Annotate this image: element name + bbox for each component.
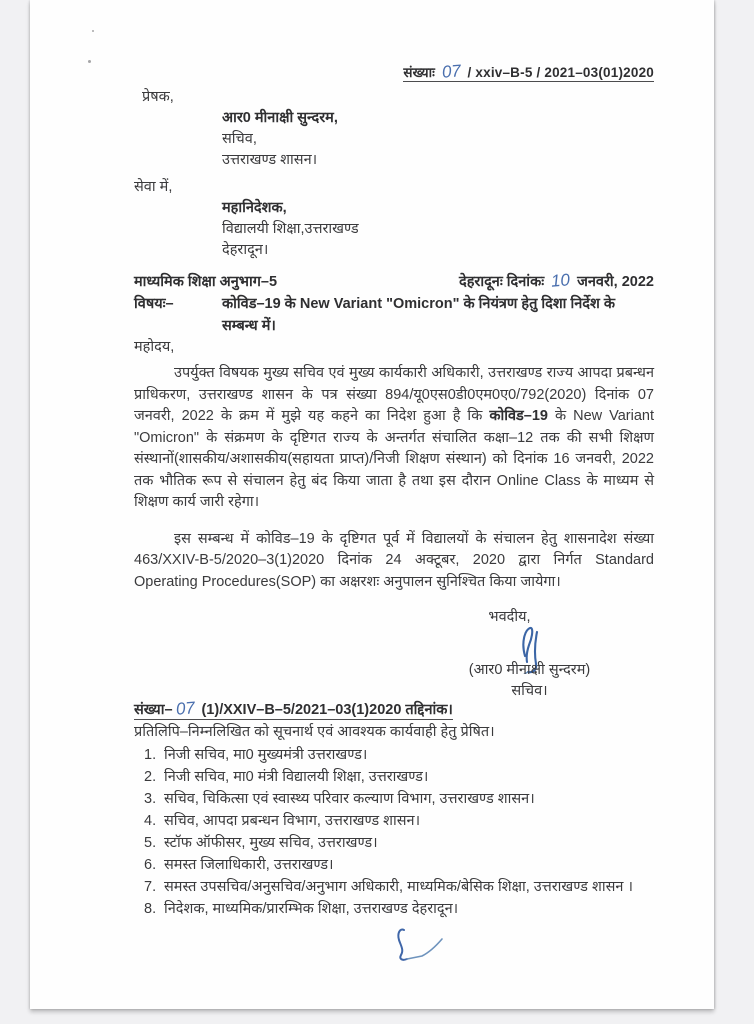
letter-content bbox=[30, 0, 714, 920]
copy-item bbox=[134, 876, 654, 898]
section-name: माध्यमिक शिक्षा अनुभाग–5 bbox=[134, 274, 278, 290]
copy-item bbox=[134, 766, 654, 788]
copy-item-number: 8. bbox=[144, 901, 157, 917]
sender-title: सचिव, bbox=[222, 131, 257, 147]
handwritten-ref-number: 07 bbox=[440, 61, 462, 82]
letter-page bbox=[30, 0, 714, 1009]
ref-label: संख्याः bbox=[403, 65, 436, 80]
copy-ref-text: (1)/XXIV–B–5/2021–03(1)2020 तद्दिनांक। bbox=[201, 702, 453, 718]
copy-item-number: 1. bbox=[144, 747, 157, 763]
copy-item-text: निजी सचिव, मा0 मंत्री विद्यालयी शिक्षा, उत्तराखण्ड। bbox=[164, 769, 429, 785]
salutation: महोदय, bbox=[134, 339, 175, 355]
copy-item-number: 4. bbox=[144, 813, 157, 829]
paragraph-1-bold-term: कोविड–19 bbox=[489, 408, 548, 424]
copy-item-text: समस्त उपसचिव/अनुसचिव/अनुभाग अधिकारी, माध्यमिक/बेसिक शिक्षा, उत्तराखण्ड शासन । bbox=[164, 879, 633, 895]
handwritten-checkmark bbox=[378, 926, 450, 968]
ref-number-text: / xxiv–B-5 / 2021–03(01)2020 bbox=[467, 65, 654, 80]
signatory-title: सचिव। bbox=[511, 683, 548, 699]
to-label: सेवा में, bbox=[134, 179, 173, 195]
scan-speck bbox=[88, 60, 91, 63]
handwritten-date-day: 10 bbox=[550, 270, 571, 291]
copy-item-number: 2. bbox=[144, 769, 157, 785]
copy-item-number: 7. bbox=[144, 879, 157, 895]
copy-item-text: समस्त जिलाधिकारी, उत्तराखण्ड। bbox=[164, 857, 334, 873]
subject-text: कोविड–19 के New Variant "Omicron" के नियंत्रण हेतु दिशा निर्देश के सम्बन्ध में। bbox=[222, 296, 615, 334]
copy-ref-label: संख्या– bbox=[134, 702, 173, 718]
place-date-prefix: देहरादूनः दिनांकः bbox=[459, 274, 545, 290]
copy-item bbox=[134, 832, 654, 854]
section-date-row bbox=[134, 271, 654, 293]
copy-item bbox=[134, 898, 654, 920]
recipient-name: महानिदेशक, bbox=[222, 200, 287, 216]
recipient-dept: विद्यालयी शिक्षा,उत्तराखण्ड bbox=[222, 221, 359, 237]
copy-item bbox=[134, 744, 654, 766]
copy-item-text: सचिव, आपदा प्रबन्धन विभाग, उत्तराखण्ड शासन। bbox=[164, 813, 421, 829]
closing-block bbox=[417, 607, 642, 702]
sender-block bbox=[222, 108, 654, 171]
scan-speck bbox=[92, 30, 94, 32]
paragraph-1 bbox=[134, 363, 654, 514]
place-date-rest: जनवरी, 2022 bbox=[577, 274, 654, 290]
sender-name: आर0 मीनाक्षी सुन्दरम, bbox=[222, 110, 338, 126]
copy-item-number: 5. bbox=[144, 835, 157, 851]
copy-item bbox=[134, 810, 654, 832]
copy-item bbox=[134, 854, 654, 876]
paragraph-1-rest: के New Variant "Omicron" के संक्रमण के दृष्टिगत राज्य के अन्तर्गत संचालित कक्षा–12 तक की सभी शिक्षण संस्थानों(शासकीय/अशासकीय(सहायता प्राप्त)/निजी शिक्षण संस्थान) को दिनांक 16 जनवरी, 2022 तक भौतिक रूप से संचालन हेतु बंद किया जाता है तथा इस दौरान Online Class के माध्यम से शिक्षण कार्य जारी रहेगा। bbox=[134, 408, 654, 510]
subject-row bbox=[134, 293, 654, 337]
copy-item-number: 3. bbox=[144, 791, 157, 807]
signatory-name: (आर0 मीनाक्षी सुन्दरम) bbox=[468, 662, 591, 678]
copy-heading: प्रतिलिपि–निम्नलिखित को सूचनार्थ एवं आवश्यक कार्यवाही हेतु प्रेषित। bbox=[134, 724, 495, 740]
recipient-city: देहरादून। bbox=[222, 242, 269, 258]
paragraph-1-lead: उपर्युक्त विषयक मुख्य सचिव एवं मुख्य कार्यकारी अधिकारी, उत्तराखण्ड राज्य आपदा प्रबन्धन प्राधिकरण, उत्तराखण्ड शासन के पत्र संख्या 894/यू0एस0डी0एम0ए0/792(2020) दिनांक 07 जनवरी, 2022 के क्रम में मुझे यह कहने का निदेश हुआ है कि bbox=[134, 365, 654, 424]
paragraph-2: इस सम्बन्ध में कोविड–19 के दृष्टिगत पूर्व में विद्यालयों के संचालन हेतु शासनादेश संख्या 463/XXIV-B-5/2020–3(1)2020 दिनांक 24 अक्टूबर, 2020 द्वारा निर्गत Standard Operating Procedures(SOP) का अक्षरशः अनुपालन सुनिश्चित किया जायेगा। bbox=[134, 530, 654, 590]
subject-label: विषयः– bbox=[134, 296, 174, 312]
copy-item-text: स्टॉफ ऑफीसर, मुख्य सचिव, उत्तराखण्ड। bbox=[164, 835, 378, 851]
copy-reference-line bbox=[134, 700, 654, 721]
copy-item bbox=[134, 788, 654, 810]
copy-item-text: निजी सचिव, मा0 मुख्यमंत्री उत्तराखण्ड। bbox=[164, 747, 368, 763]
sender-org: उत्तराखण्ड शासन। bbox=[222, 152, 318, 168]
copy-item-text: सचिव, चिकित्सा एवं स्वास्थ्य परिवार कल्याण विभाग, उत्तराखण्ड शासन। bbox=[164, 791, 535, 807]
copy-item-number: 6. bbox=[144, 857, 157, 873]
copy-item-text: निदेशक, माध्यमिक/प्रारम्भिक शिक्षा, उत्तराखण्ड देहरादून। bbox=[164, 901, 459, 917]
recipient-block bbox=[222, 198, 654, 261]
handwritten-copy-ref-number: 07 bbox=[174, 698, 196, 719]
closing-word: भवदीय, bbox=[488, 609, 531, 625]
place-date bbox=[459, 271, 654, 293]
reference-number-line bbox=[134, 62, 654, 83]
from-label: प्रेषक, bbox=[142, 89, 174, 105]
copy-list bbox=[134, 744, 654, 920]
